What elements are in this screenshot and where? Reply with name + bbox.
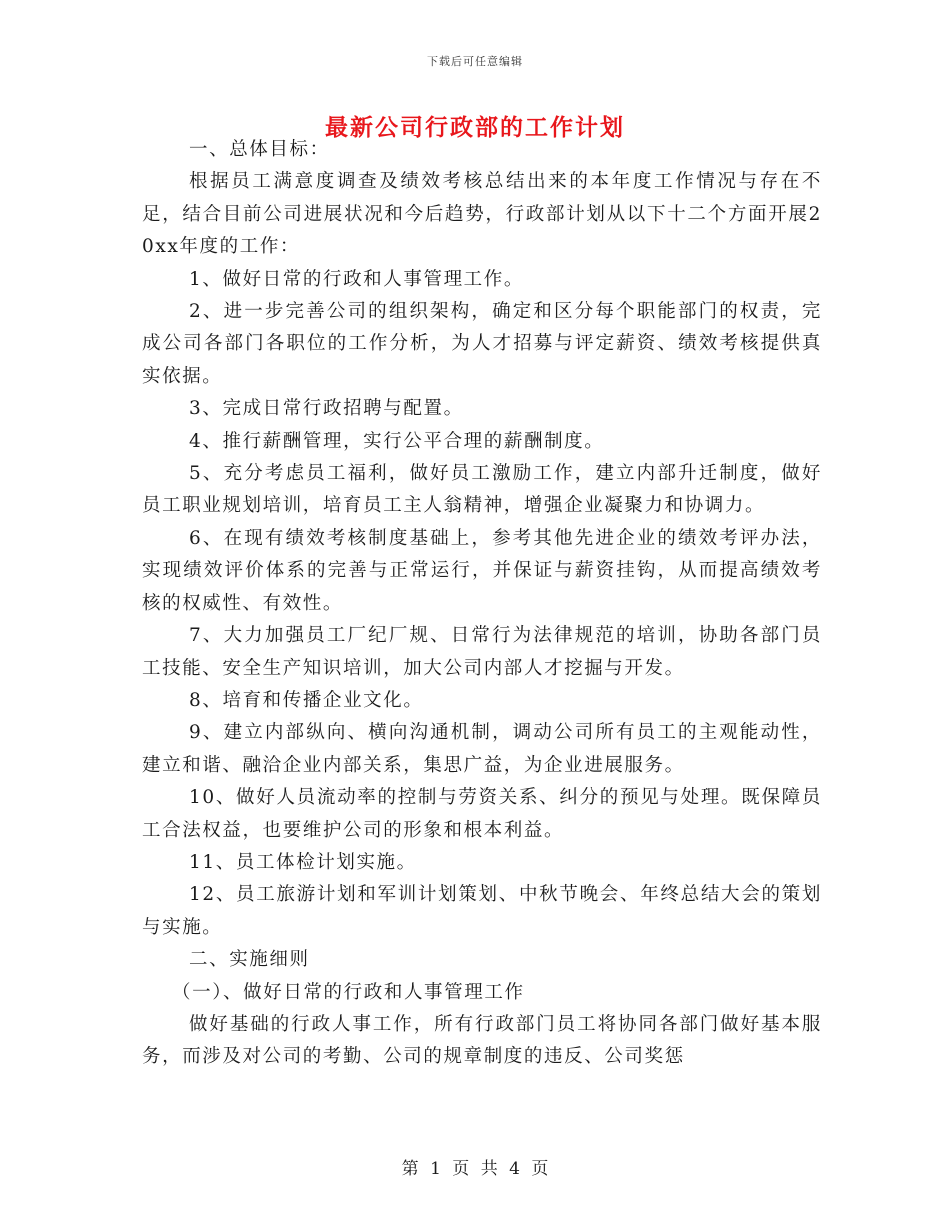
list-item-5: 5、充分考虑员工福利，做好员工激励工作，建立内部升迁制度，做好员工职业规划培训，培育员工主人翁精神，增强企业凝聚力和协调力。 <box>142 463 822 517</box>
list-item-2: 2、进一步完善公司的组织架构，确定和区分每个职能部门的权责，完成公司各部门各职位的工作分析，为人才招募与评定薪资、绩效考核提供真实依据。 <box>142 301 822 387</box>
subsection-heading-1: （一）、做好日常的行政和人事管理工作 <box>172 981 525 1003</box>
list-item-11: 11、员工体检计划实施。 <box>189 851 417 873</box>
list-item-10: 10、做好人员流动率的控制与劳资关系、纠分的预见与处理。既保障员工合法权益，也要维护公司的形象和根本利益。 <box>142 787 822 841</box>
paragraph-implementation: 做好基础的行政人事工作，所有行政部门员工将协同各部门做好基本服务，而涉及对公司的考勤、公司的规章制度的违反、公司奖惩 <box>142 1013 822 1068</box>
header-note: 下载后可任意编辑 <box>427 55 523 68</box>
list-item-3: 3、完成日常行政招聘与配置。 <box>189 398 464 420</box>
list-item-4: 4、推行薪酬管理，实行公平合理的薪酬制度。 <box>189 430 605 452</box>
list-item-9: 9、建立内部纵向、横向沟通机制，调动公司所有员工的主观能动性，建立和谐、融洽企业内部关系，集思广益，为企业进展服务。 <box>142 722 822 776</box>
section-heading-implementation: 二、实施细则 <box>189 949 310 971</box>
paragraph-intro: 根据员工满意度调查及绩效考核总结出来的本年度工作情况与存在不足，结合目前公司进展状况和今后趋势，行政部计划从以下十二个方面开展20xx年度的工作： <box>142 171 822 258</box>
list-item-7: 7、大力加强员工厂纪厂规、日常行为法律规范的培训，协助各部门员工技能、安全生产知识培训，加大公司内部人才挖掘与开发。 <box>142 625 822 679</box>
page-number-footer: 第 1 页 共 4 页 <box>401 1159 549 1179</box>
list-item-1: 1、做好日常的行政和人事管理工作。 <box>189 268 524 290</box>
document-body <box>142 134 822 1074</box>
section-heading-overall-goals: 一、总体目标： <box>189 139 330 160</box>
list-item-12: 12、员工旅游计划和军训计划策划、中秋节晚会、年终总结大会的策划与实施。 <box>142 884 822 938</box>
list-item-8: 8、培育和传播企业文化。 <box>189 689 424 711</box>
list-item-6: 6、在现有绩效考核制度基础上，参考其他先进企业的绩效考评办法，实现绩效评价体系的完善与正常运行，并保证与薪资挂钩，从而提高绩效考核的权威性、有效性。 <box>142 527 822 614</box>
document-title: 最新公司行政部的工作计划 <box>325 114 625 141</box>
